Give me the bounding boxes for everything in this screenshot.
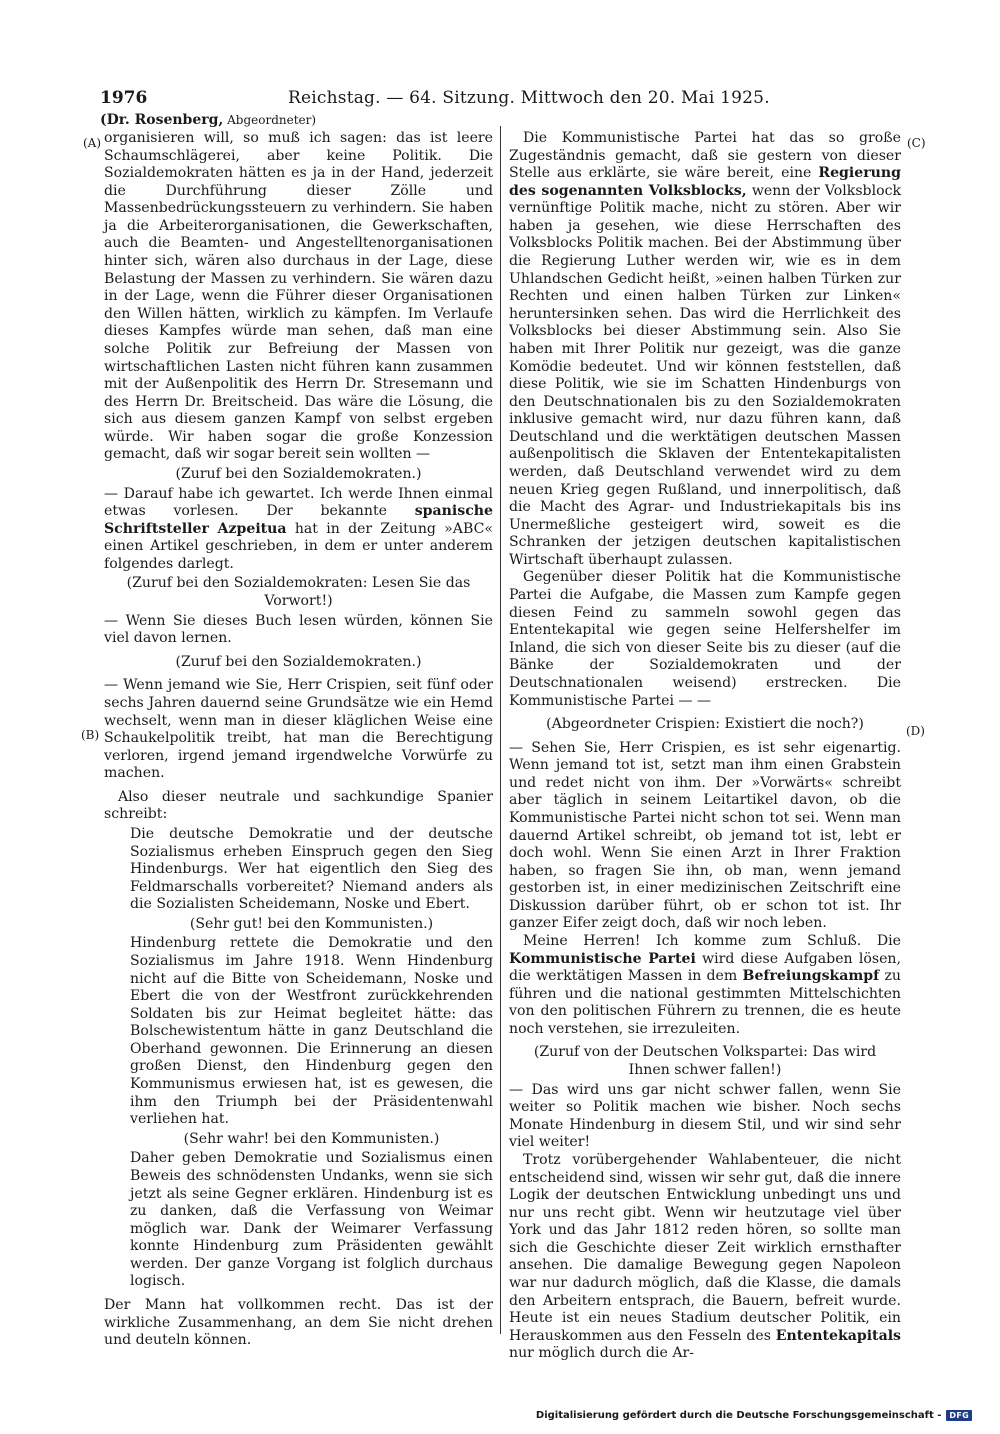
paragraph	[104, 486, 493, 574]
paragraph: organisieren will, so muß ich sagen: das ist leere Schaumschlägerei, aber keine Politik. Die Sozialdemokraten hätten es ja in der Hand, jederzeit die Durchführung dieser Zölle und Massenbedrückungssteuern zu verhindern. Sie haben ja die Arbeiterorganisationen, die Gewerkschaften, auch die Beamten- und Angestelltenorganisationen hinter sich, wären also durchaus in der Lage, diese Belastung der Massen zu verhindern. Sie wären dazu in der Lage, wenn die Führer dieser Organisationen den Willen hätten, wirklich zu kämpfen. Im Verlaufe dieses Kampfes würde man sehen, daß man eine solche Politik zur Befreiung der Massen von wirtschaftlichen Lasten nicht führen kann zusammen mit der Außenpolitik des Herrn Dr. Stresemann und des Herrn Dr. Breitscheid. Das wäre die Lösung, die sich aus diesem ganzen Kampf von selbst ergeben würde. Wir haben sogar die große Konzession gemacht, daß wir sogar bereit sein wollten —	[104, 130, 493, 463]
margin-marker-c: (C)	[907, 136, 926, 150]
text-run: Meine Herren! Ich komme zum Schluß. Die	[523, 933, 901, 950]
paragraph	[509, 1152, 901, 1363]
margin-marker-a: (A)	[83, 136, 102, 150]
text-run: Die Kommunistische Partei hat das so große Zugeständnis gemacht, daß sie gestern von dieser Stelle aus erklärte, sie wäre bereit, eine	[509, 130, 901, 182]
paragraph: — Sehen Sie, Herr Crispien, es ist sehr eigenartig. Wenn jemand tot ist, setzt man ihm einen Grabstein und redet nicht von ihm. Der »Vorwärts« schreibt aber täglich in seinem Leitartikel davon, ob die Kommunistische Partei nicht schon tot sei. Wenn man dauernd Artikel schreibt, ob jemand tot ist, lebt er doch wohl. Wenn Sie einen Arzt in Ihrer Fraktion haben, so fragen Sie ihn, ob man, wenn jemand gestorben ist, in einer medizinischen Zeitschrift eine Diskussion darüber führt, ob er schon tot ist. Ihr ganzer Eifer zeigt doch, daß wir noch leben.	[509, 739, 901, 932]
page-number: 1976	[100, 88, 148, 108]
column-divider	[500, 126, 501, 1334]
bold-phrase: Ententekapitals	[775, 1327, 901, 1344]
bold-phrase: Kommunistische Partei	[509, 950, 696, 967]
paragraph: — Das wird uns gar nicht schwer fallen, wenn Sie weiter so Politik machen wie bisher. Noch sechs Monate Hindenburg in diesem Stil, und wir sind sehr viel weiter!	[509, 1081, 901, 1151]
interjection: (Zuruf bei den Sozialdemokraten: Lesen Sie das Vorwort!)	[126, 575, 471, 610]
interjection: (Abgeordneter Crispien: Existiert die noch?)	[546, 716, 864, 733]
interjection: (Sehr gut! bei den Kommunisten.)	[189, 915, 434, 932]
text-run: — Darauf habe ich gewartet. Ich werde Ihnen einmal etwas vorlesen. Der bekannte	[104, 485, 493, 520]
text-run: nur möglich durch die Ar-	[509, 1345, 695, 1362]
bold-phrase: Befreiungskampf	[742, 968, 880, 985]
text-run: zu führen und die national gestimmten Mittelschichten von den politischen Führern zu trennen, die es heute noch verstehen, sie irrezuleiten.	[509, 968, 902, 1037]
interjection: (Sehr wahr! bei den Kommunisten.)	[183, 1130, 440, 1147]
interjection: (Zuruf von der Deutschen Volkspartei: Das wird Ihnen schwer fallen!)	[533, 1044, 877, 1079]
left-column	[104, 130, 493, 1350]
page-header	[100, 88, 915, 112]
paragraph: — Wenn jemand wie Sie, Herr Crispien, seit fünf oder sechs Jahren dauernd seine Grundsätze wie ein Hemd wechselt, wenn man in dieser kläglichen Weise eine Schaukelpolitik treibt, hat man die Berechtigung verloren, irgend jemand irgendwelche Vorwürfe zu machen.	[104, 677, 493, 782]
quote-paragraph: Daher geben Demokratie und Sozialismus einen Beweis des schnödensten Undanks, wenn sie sich jetzt als seine Gegner erklären. Hindenburg ist es zu danken, daß die Verfassung von Weimar möglich war. Dank der Weimarer Verfassung konnte Hindenburg zum Präsidenten gewählt werden. Der ganze Vorgang ist folglich durchaus logisch.	[130, 1150, 493, 1290]
paragraph: Gegenüber dieser Politik hat die Kommunistische Partei die Aufgabe, die Massen zum Kampfe gegen diesen Feind zu sammeln sowohl gegen das Ententekapital wie gegen seine Helfershelfer im Inland, die sich von dieser Seite bis zu dieser (auf die Bänke der Sozialdemokraten und der Deutschnationalen weisend) erstrecken. Die Kommunistische Partei — —	[509, 569, 901, 709]
paragraph	[509, 130, 901, 569]
footer-text: Digitalisierung gefördert durch die Deutsche Forschungsgemeinschaft -	[535, 1410, 942, 1421]
speaker-role: Abgeordneter)	[227, 113, 317, 127]
interjection: (Zuruf bei den Sozialdemokraten.)	[175, 465, 422, 482]
speaker-name: (Dr. Rosenberg,	[100, 112, 224, 128]
paragraph: Also dieser neutrale und sachkundige Spanier schreibt:	[104, 788, 493, 823]
footer	[536, 1410, 972, 1421]
interjection: (Zuruf bei den Sozialdemokraten.)	[175, 653, 422, 670]
paragraph: Der Mann hat vollkommen recht. Das ist der wirkliche Zusammenhang, an dem Sie nicht drehen und deuteln können.	[104, 1297, 493, 1349]
margin-marker-b: (B)	[81, 728, 100, 742]
running-head: Reichstag. — 64. Sitzung. Mittwoch den 20. Mai 1925.	[288, 88, 770, 108]
text-run: Trotz vorübergehender Wahlabenteuer, die nicht entscheidend sind, wissen wir sehr gut, daß die innere Logik der deutschen Entwicklung unbedingt uns und nur uns recht gibt. Wenn wir heutzutage viel über York und das Jahr 1812 reden hören, so sollte man sich die Geschichte dieser Zeit wirklich ernsthafter ansehen. Die damalige Bewegung gegen Napoleon war nur dadurch möglich, daß die Klasse, die damals den Arbeitern entsprach, die Bauern, befreit wurde. Heute ist ein neues Stadium deutscher Politik, ein Herauskommen aus den Fesseln des	[509, 1151, 901, 1344]
speaker-line	[100, 112, 316, 128]
bold-phrase: Regierung des sogenannten Volksblocks,	[509, 165, 902, 199]
paragraph	[509, 933, 901, 1038]
margin-marker-d: (D)	[906, 724, 925, 738]
bold-name: spanische Schriftsteller Azpeitua	[104, 503, 493, 537]
dfg-logo: DFG	[946, 1410, 972, 1421]
text-run: wenn der Volksblock vernünftige Politik mache, nicht zu stören. Aber wir haben ja gesehen, wie diese Herrschaften des Volksblocks Politik machen. Bei der Abstimmung über die Regierung Luther werden wir, wie es in dem Uhlandschen Gedicht heißt, »einen halben Türken zur Rechten und einen halben Türken zur Linken« heruntersinken sehen. Das wird die Herrlichkeit des Volksblocks bei dieser Abstimmung sein. Also Sie haben mit Ihrer Politik nur gezeigt, was die ganze Komödie bedeutet. Und wir können feststellen, daß diese Politik, wie sie im Schatten Hindenburgs von den Deutschnationalen bis zu den Sozialdemokraten inklusive gemacht wird, nur dazu führen kann, daß Deutschland und die werktätigen deutschen Massen außenpolitisch die Sklaven der Ententekapitalisten werden, daß Deutschland verwendet wird zu dem neuen Krieg gegen Rußland, und innerpolitisch, daß die Macht des Agrar- und Industriekapitals bis ins Unermeßliche gesteigert wird, soweit es die Schranken der jetzigen deutschen kapitalistischen Wirtschaft überhaupt zulassen.	[509, 182, 902, 568]
text-run: wird diese Aufgaben lösen, die werktätigen Massen in dem	[509, 950, 901, 985]
paragraph: — Wenn Sie dieses Buch lesen würden, können Sie viel davon lernen.	[104, 612, 493, 647]
right-column	[509, 130, 901, 1363]
quote-paragraph: Hindenburg rettete die Demokratie und den Sozialismus im Jahre 1918. Wenn Hindenburg nicht auf die Bitte von Scheidemann, Noske und Ebert die von der Westfront zurückkehrenden Soldaten bis zur Heimat begleitet hätte: das Bolschewistentum hätte in ganz Deutschland die Oberhand gewonnen. Die Erinnerung an diesen großen Dienst, den Hindenburg gegen den Kommunismus erwiesen hat, ist es gewesen, die ihm den Triumph bei der Präsidentenwahl verliehen hat.	[130, 935, 493, 1128]
text-run: hat in der Zeitung »ABC« einen Artikel geschrieben, in dem er unter anderem folgendes darlegt.	[104, 520, 493, 572]
quote-paragraph: Die deutsche Demokratie und der deutsche Sozialismus erheben Einspruch gegen den Sieg Hindenburgs. Wer hat eigentlich den Sieg des Feldmarschalls vorbereitet? Niemand anders als die Sozialisten Scheidemann, Noske und Ebert.	[130, 825, 493, 913]
